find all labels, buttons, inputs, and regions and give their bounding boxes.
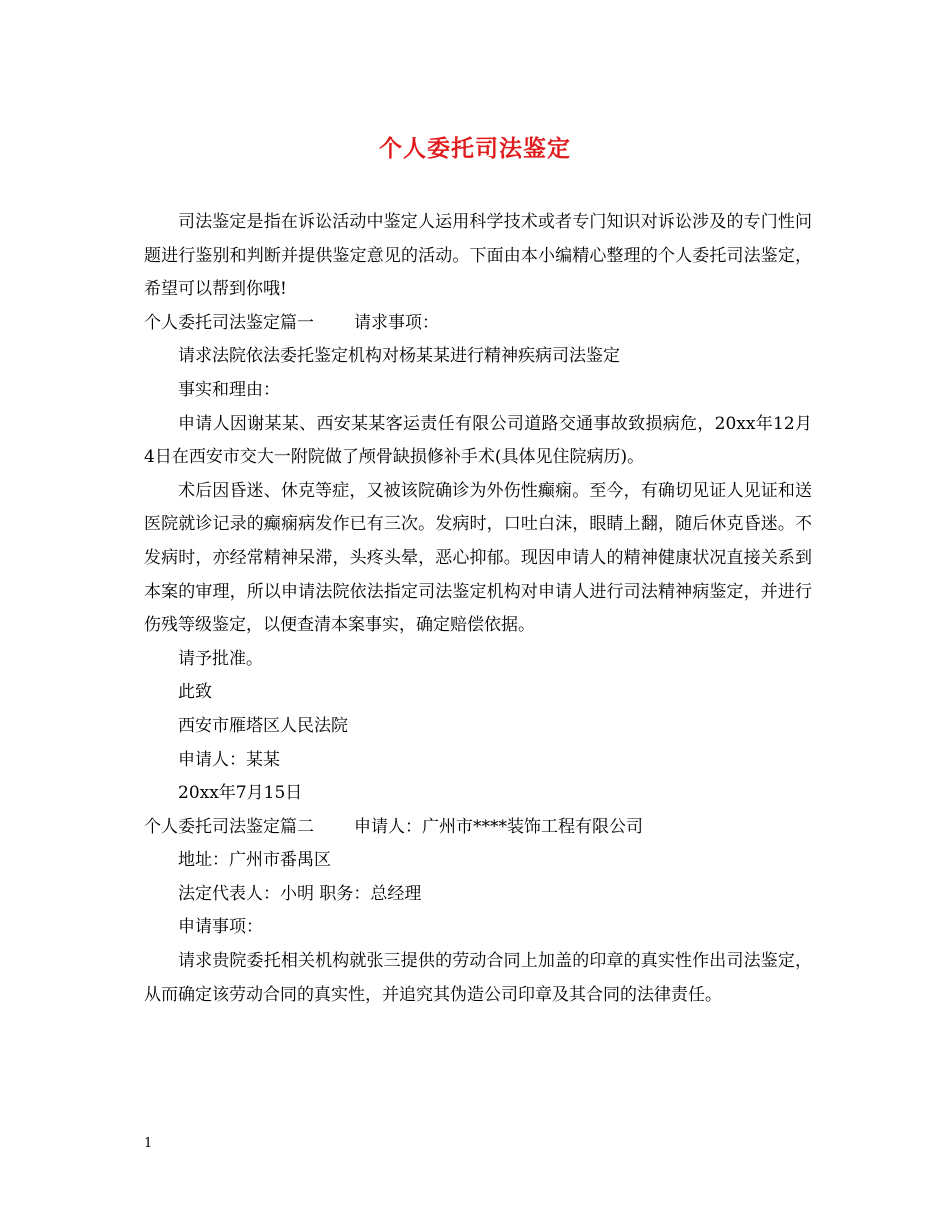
section1-paragraph: 西安市雁塔区人民法院 bbox=[178, 715, 348, 736]
document-body bbox=[144, 206, 812, 1012]
intro-paragraph: 司法鉴定是指在诉讼活动中鉴定人运用科学技术或者专门知识对诉讼涉及的专门性问题进行鉴别和判断并提供鉴定意见的活动。下面由本小编精心整理的个人委托司法鉴定，希望可以帮到你哦! bbox=[144, 212, 812, 300]
section1-paragraph: 申请人因谢某某、西安某某客运责任有限公司道路交通事故致损病危，20xx年12月4日在西安市交大一附院做了颅骨缺损修补手术(具体见住院病历)。 bbox=[144, 413, 812, 468]
section2-first-item: 申请人：广州市****装饰工程有限公司 bbox=[354, 816, 643, 837]
section2-heading-line bbox=[144, 811, 812, 845]
section2-paragraph: 地址：广州市番禺区 bbox=[178, 850, 331, 871]
section1-heading: 个人委托司法鉴定篇一 bbox=[144, 312, 314, 333]
section1-paragraph: 请求法院依法委托鉴定机构对杨某某进行精神疾病司法鉴定 bbox=[178, 346, 620, 367]
section2-paragraph: 申请事项： bbox=[178, 917, 263, 938]
section1-first-item: 请求事项： bbox=[354, 312, 439, 333]
section2-paragraph: 法定代表人：小明 职务：总经理 bbox=[178, 883, 422, 904]
page-number: 1 bbox=[144, 1136, 153, 1151]
section1-paragraph: 术后因昏迷、休克等症，又被该院确诊为外伤性癫痫。至今，有确切见证人见证和送医院就诊记录的癫痫病发作已有三次。发病时，口吐白沫，眼睛上翻，随后休克昏迷。不发病时，亦经常精神呆滞，头疼头晕，恶心抑郁。现因申请人的精神健康状况直接关系到本案的审理，所以申请法院依法指定司法鉴定机构对申请人进行司法精神病鉴定，并进行伤残等级鉴定，以便查清本案事实，确定赔偿依据。 bbox=[144, 480, 812, 636]
section1-heading-line bbox=[144, 307, 812, 341]
section1-paragraph: 申请人：某某 bbox=[178, 749, 280, 770]
section2-heading: 个人委托司法鉴定篇二 bbox=[144, 816, 314, 837]
section1-paragraph: 请予批准。 bbox=[178, 648, 263, 669]
section2-paragraph: 请求贵院委托相关机构就张三提供的劳动合同上加盖的印章的真实性作出司法鉴定，从而确定该劳动合同的真实性，并追究其伪造公司印章及其合同的法律责任。 bbox=[144, 951, 812, 1005]
section1-paragraph: 20xx年7月15日 bbox=[178, 783, 303, 804]
document-title: 个人委托司法鉴定 bbox=[379, 135, 571, 162]
section1-paragraph: 此致 bbox=[178, 682, 212, 703]
section1-paragraph: 事实和理由： bbox=[178, 379, 280, 400]
